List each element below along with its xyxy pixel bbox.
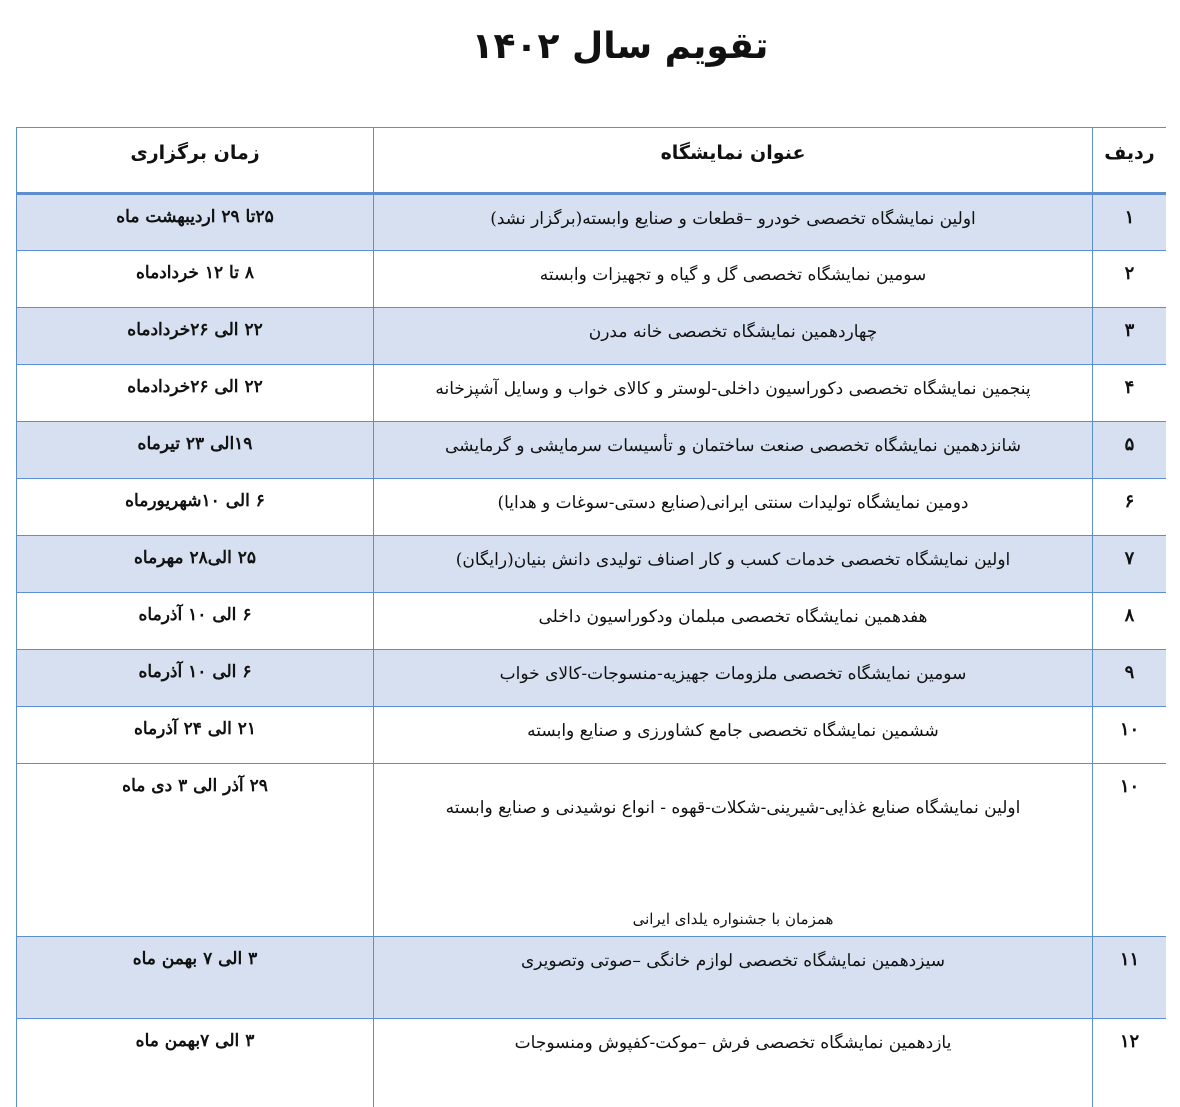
- row-number: ۵: [1093, 422, 1167, 479]
- event-date: ۲۵تا ۲۹ اردیبهشت ماه: [17, 194, 374, 251]
- event-date: ۲۲ الی ۲۶خردادماه: [17, 308, 374, 365]
- event-date: ۲۲ الی ۲۶خردادماه: [17, 365, 374, 422]
- table-row: [17, 650, 1167, 707]
- event-date: ۲۱ الی ۲۴ آذرماه: [17, 707, 374, 764]
- row-number: ۸: [1093, 593, 1167, 650]
- header-row-number: ردیف: [1093, 128, 1167, 194]
- row-number: ۱۱: [1093, 937, 1167, 1019]
- table-row: [17, 937, 1167, 1019]
- event-date: ۲۹ آذر الی ۳ دی ماه: [17, 764, 374, 937]
- row-number: ۷: [1093, 536, 1167, 593]
- table-row: [17, 365, 1167, 422]
- row-number: ۹: [1093, 650, 1167, 707]
- row-number: ۱۰: [1093, 707, 1167, 764]
- exhibition-title: اولین نمایشگاه تخصصی خدمات کسب و کار اصناف تولیدی دانش بنیان(رایگان): [374, 536, 1093, 593]
- row-number: ۱۰: [1093, 764, 1167, 937]
- table-row: [17, 194, 1167, 251]
- table-row: [17, 479, 1167, 536]
- table-header-row: [17, 128, 1167, 194]
- exhibition-calendar-table: [16, 127, 1166, 1107]
- row-number: ۱: [1093, 194, 1167, 251]
- table-row: [17, 308, 1167, 365]
- page-title: تقویم سال ۱۴۰۲: [0, 22, 1180, 72]
- event-date: ۳ الی ۷بهمن ماه: [17, 1019, 374, 1107]
- event-date: ۳ الی ۷ بهمن ماه: [17, 937, 374, 1019]
- table-row: [17, 251, 1167, 308]
- exhibition-title: پنجمین نمایشگاه تخصصی دکوراسیون داخلی-لوستر و کالای خواب و وسایل آشپزخانه: [374, 365, 1093, 422]
- row-number: ۶: [1093, 479, 1167, 536]
- exhibition-title: چهاردهمین نمایشگاه تخصصی خانه مدرن: [374, 308, 1093, 365]
- exhibition-title: سومین نمایشگاه تخصصی گل و گیاه و تجهیزات وابسته: [374, 251, 1093, 308]
- row-number: ۱۲: [1093, 1019, 1167, 1107]
- table-row: [17, 593, 1167, 650]
- exhibition-title-cell: [374, 764, 1093, 937]
- row-number: ۲: [1093, 251, 1167, 308]
- exhibition-title: شانزدهمین نمایشگاه تخصصی صنعت ساختمان و تأسیسات سرمایشی و گرمایشی: [374, 422, 1093, 479]
- header-exhibition-title: عنوان نمایشگاه: [374, 128, 1093, 194]
- event-date: ۶ الی ۱۰شهریورماه: [17, 479, 374, 536]
- event-date: ۲۵ الی۲۸ مهرماه: [17, 536, 374, 593]
- exhibition-note: همزمان با جشنواره یلدای ایرانی: [633, 910, 834, 928]
- exhibition-table-container: [16, 127, 1166, 1107]
- exhibition-title: اولین نمایشگاه صنایع غذایی-شیرینی-شکلات-قهوه - انواع نوشیدنی و صنایع وابسته: [446, 798, 1021, 818]
- table-row: [17, 536, 1167, 593]
- event-date: ۶ الی ۱۰ آذرماه: [17, 593, 374, 650]
- table-row: [17, 1019, 1167, 1107]
- table-row: [17, 422, 1167, 479]
- event-date: ۸ تا ۱۲ خردادماه: [17, 251, 374, 308]
- exhibition-title: یازدهمین نمایشگاه تخصصی فرش –موکت-کفپوش ومنسوجات: [374, 1019, 1093, 1107]
- exhibition-title: سیزدهمین نمایشگاه تخصصی لوازم خانگی –صوتی وتصویری: [374, 937, 1093, 1019]
- event-date: ۱۹الی ۲۳ تیرماه: [17, 422, 374, 479]
- header-event-date: زمان برگزاری: [17, 128, 374, 194]
- table-row: [17, 707, 1167, 764]
- table-row: [17, 764, 1167, 937]
- row-number: ۴: [1093, 365, 1167, 422]
- event-date: ۶ الی ۱۰ آذرماه: [17, 650, 374, 707]
- exhibition-title: اولین نمایشگاه تخصصی خودرو –قطعات و صنایع وابسته(برگزار نشد): [374, 194, 1093, 251]
- exhibition-title: ششمین نمایشگاه تخصصی جامع کشاورزی و صنایع وابسته: [374, 707, 1093, 764]
- row-number: ۳: [1093, 308, 1167, 365]
- exhibition-title: دومین نمایشگاه تولیدات سنتی ایرانی(صنایع دستی-سوغات و هدایا): [374, 479, 1093, 536]
- exhibition-title: هفدهمین نمایشگاه تخصصی مبلمان ودکوراسیون داخلی: [374, 593, 1093, 650]
- exhibition-title: سومین نمایشگاه تخصصی ملزومات جهیزیه-منسوجات-کالای خواب: [374, 650, 1093, 707]
